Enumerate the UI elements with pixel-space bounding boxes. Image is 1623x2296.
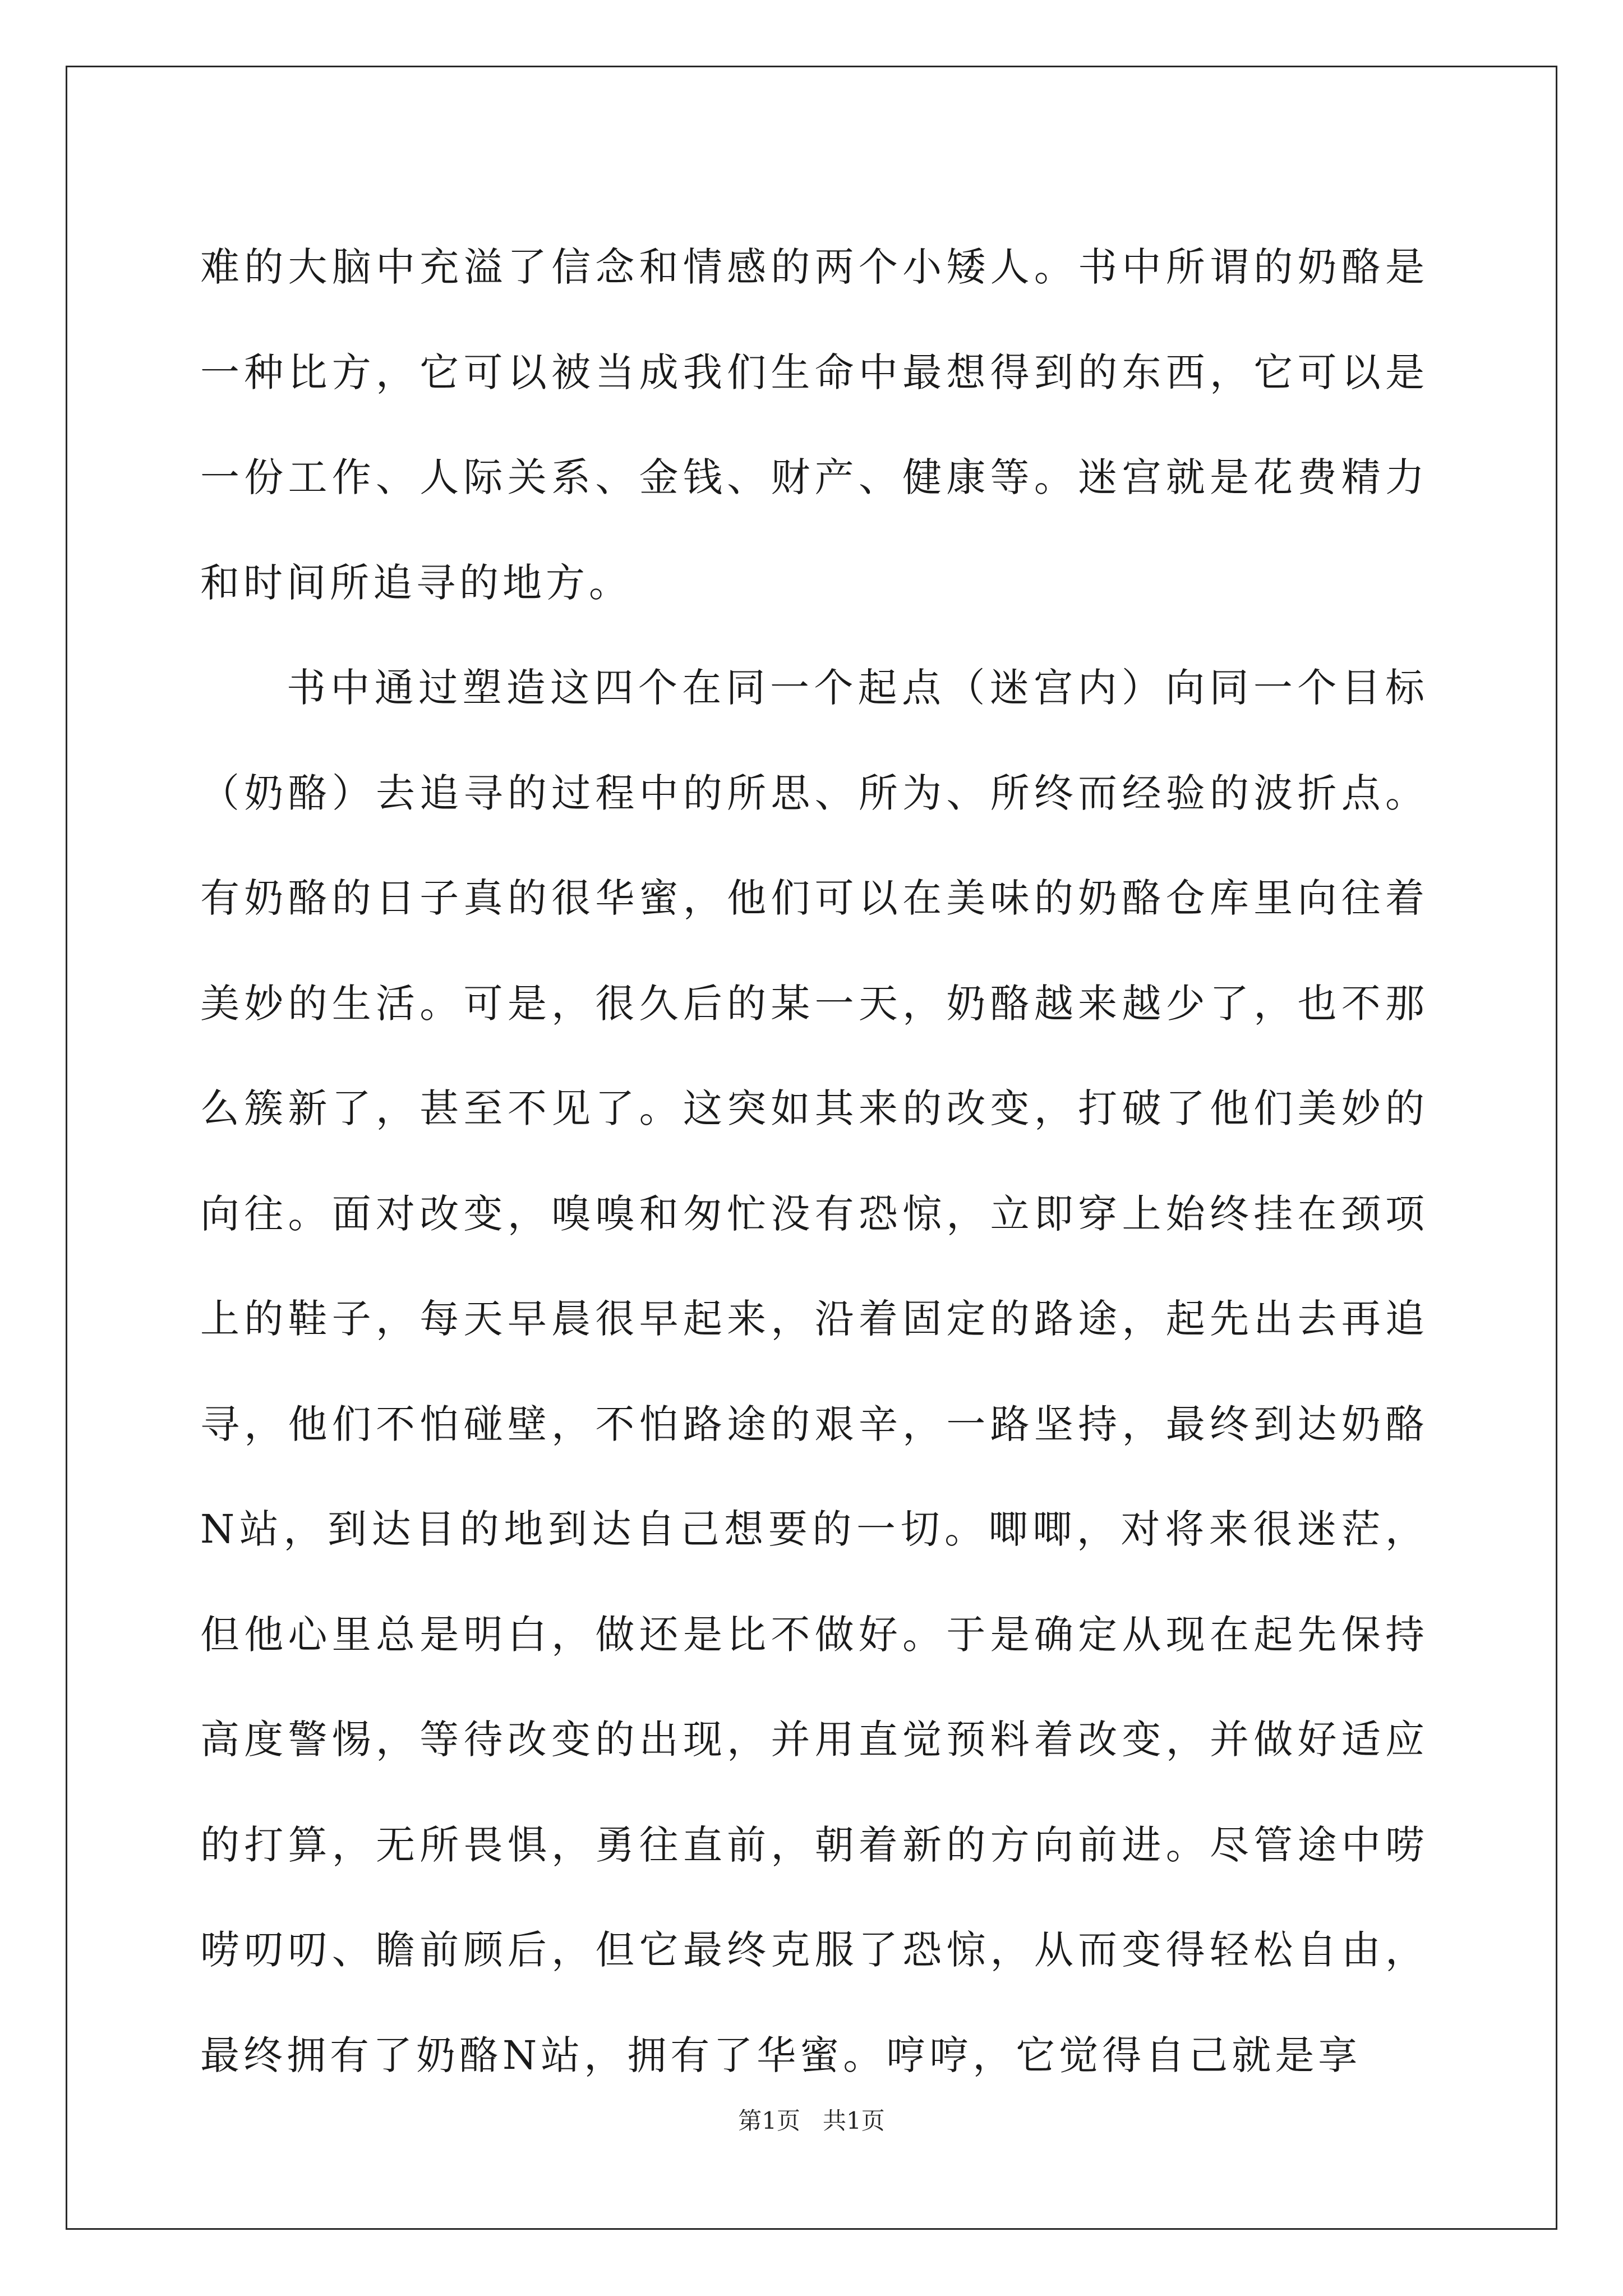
page-number: 第1页 [738,2107,800,2134]
document-body [200,215,1428,2108]
page-footer [0,2104,1623,2138]
paragraph-main: 书中通过塑造这四个在同一个起点（迷宫内）向同一个目标（奶酪）去追寻的过程中的所思、所为、所终而经验的波折点。有奶酪的日子真的很华蜜，他们可以在美味的奶酪仓库里向往着美妙的生活。可是，很久后的某一天，奶酪越来越少了，也不那么簇新了，甚至不见了。这突如其来的改变，打破了他们美妙的向往。面对改变，嗅嗅和匆忙没有恐惊，立即穿上始终挂在颈项上的鞋子，每天早晨很早起来，沿着固定的路途，起先出去再追寻，他们不怕碰壁，不怕路途的艰辛，一路坚持，最终到达奶酪N站，到达目的地到达自己想要的一切。唧唧，对将来很迷茫，但他心里总是明白，做还是比不做好。于是确定从现在起先保持高度警惕，等待改变的出现，并用直觉预料着改变，并做好适应的打算，无所畏惧，勇往直前，朝着新的方向前进。尽管途中唠唠叨叨、瞻前顾后，但它最终克服了恐惊，从而变得轻松自由，最终拥有了奶酪N站，拥有了华蜜。哼哼，它觉得自己就是享 [200,665,1428,2078]
paragraph-continuation: 难的大脑中充溢了信念和情感的两个小矮人。书中所谓的奶酪是一种比方，它可以被当成我们生命中最想得到的东西，它可以是一份工作、人际关系、金钱、财产、健康等。迷宫就是花费精力和时间所追寻的地方。 [200,244,1428,606]
page-total: 共1页 [823,2107,885,2134]
